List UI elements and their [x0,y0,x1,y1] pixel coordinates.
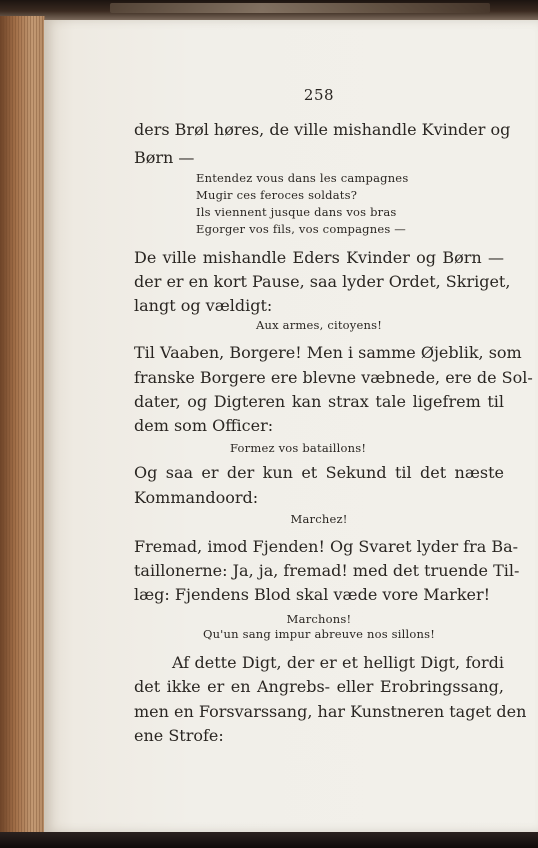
verse-line: Ils viennent jusque dans vos bras [196,205,397,219]
paragraph-line: dem som Officer: [134,416,274,435]
paragraph-line: ders Brøl høres, de ville mishandle Kvinder og [134,120,511,139]
paragraph-line: langt og vældigt: [134,296,273,315]
verse-line: Marchons! [286,612,352,626]
page-number: 258 [303,86,335,104]
paragraph-line: Børn — [134,148,195,167]
paragraph-line: franske Borgere ere blevne væbnede, ere de Sol- [134,368,533,387]
paragraph-line: Af dette Digt, der er et helligt Digt, fordi [172,653,504,672]
paragraph-line: taillonerne: Ja, ja, fremad! med det truende Til- [134,561,520,580]
paragraph-line: men en Forsvarssang, har Kunstneren taget den [134,702,527,721]
paragraph-line: der er en kort Pause, saa lyder Ordet, Skriget, [134,272,511,291]
book-binding-bottom [0,832,538,848]
verse-line: Mugir ces feroces soldats? [196,188,358,202]
paragraph-line: Til Vaaben, Borgere! Men i samme Øjeblik, som [134,343,522,362]
book-binding-top [0,0,538,20]
paragraph-line: ene Strofe: [134,726,224,745]
paragraph-line: Fremad, imod Fjenden! Og Svaret lyder fra Ba- [134,537,519,556]
paragraph-line: det ikke er en Angrebs- eller Erobringssang, [134,677,504,696]
verse-line: Formez vos bataillons! [230,441,367,455]
verse-line: Marchez! [290,512,348,526]
verse-line: Egorger vos fils, vos compagnes — [196,222,406,236]
verse-line: Qu'un sang impur abreuve nos sillons! [202,627,436,641]
binding-band [110,3,490,13]
paragraph-line: læg: Fjendens Blod skal væde vore Marker! [134,585,491,604]
paragraph-line: Kommandoord: [134,488,259,507]
verse-line: Entendez vous dans les campagnes [196,171,409,185]
paragraph-line: dater, og Digteren kan strax tale ligefrem til [134,392,504,411]
page-edges [0,16,45,836]
paragraph-line: De ville mishandle Eders Kvinder og Børn — [134,248,504,267]
verse-line: Aux armes, citoyens! [255,318,383,332]
paragraph-line: Og saa er der kun et Sekund til det næste [134,463,504,482]
